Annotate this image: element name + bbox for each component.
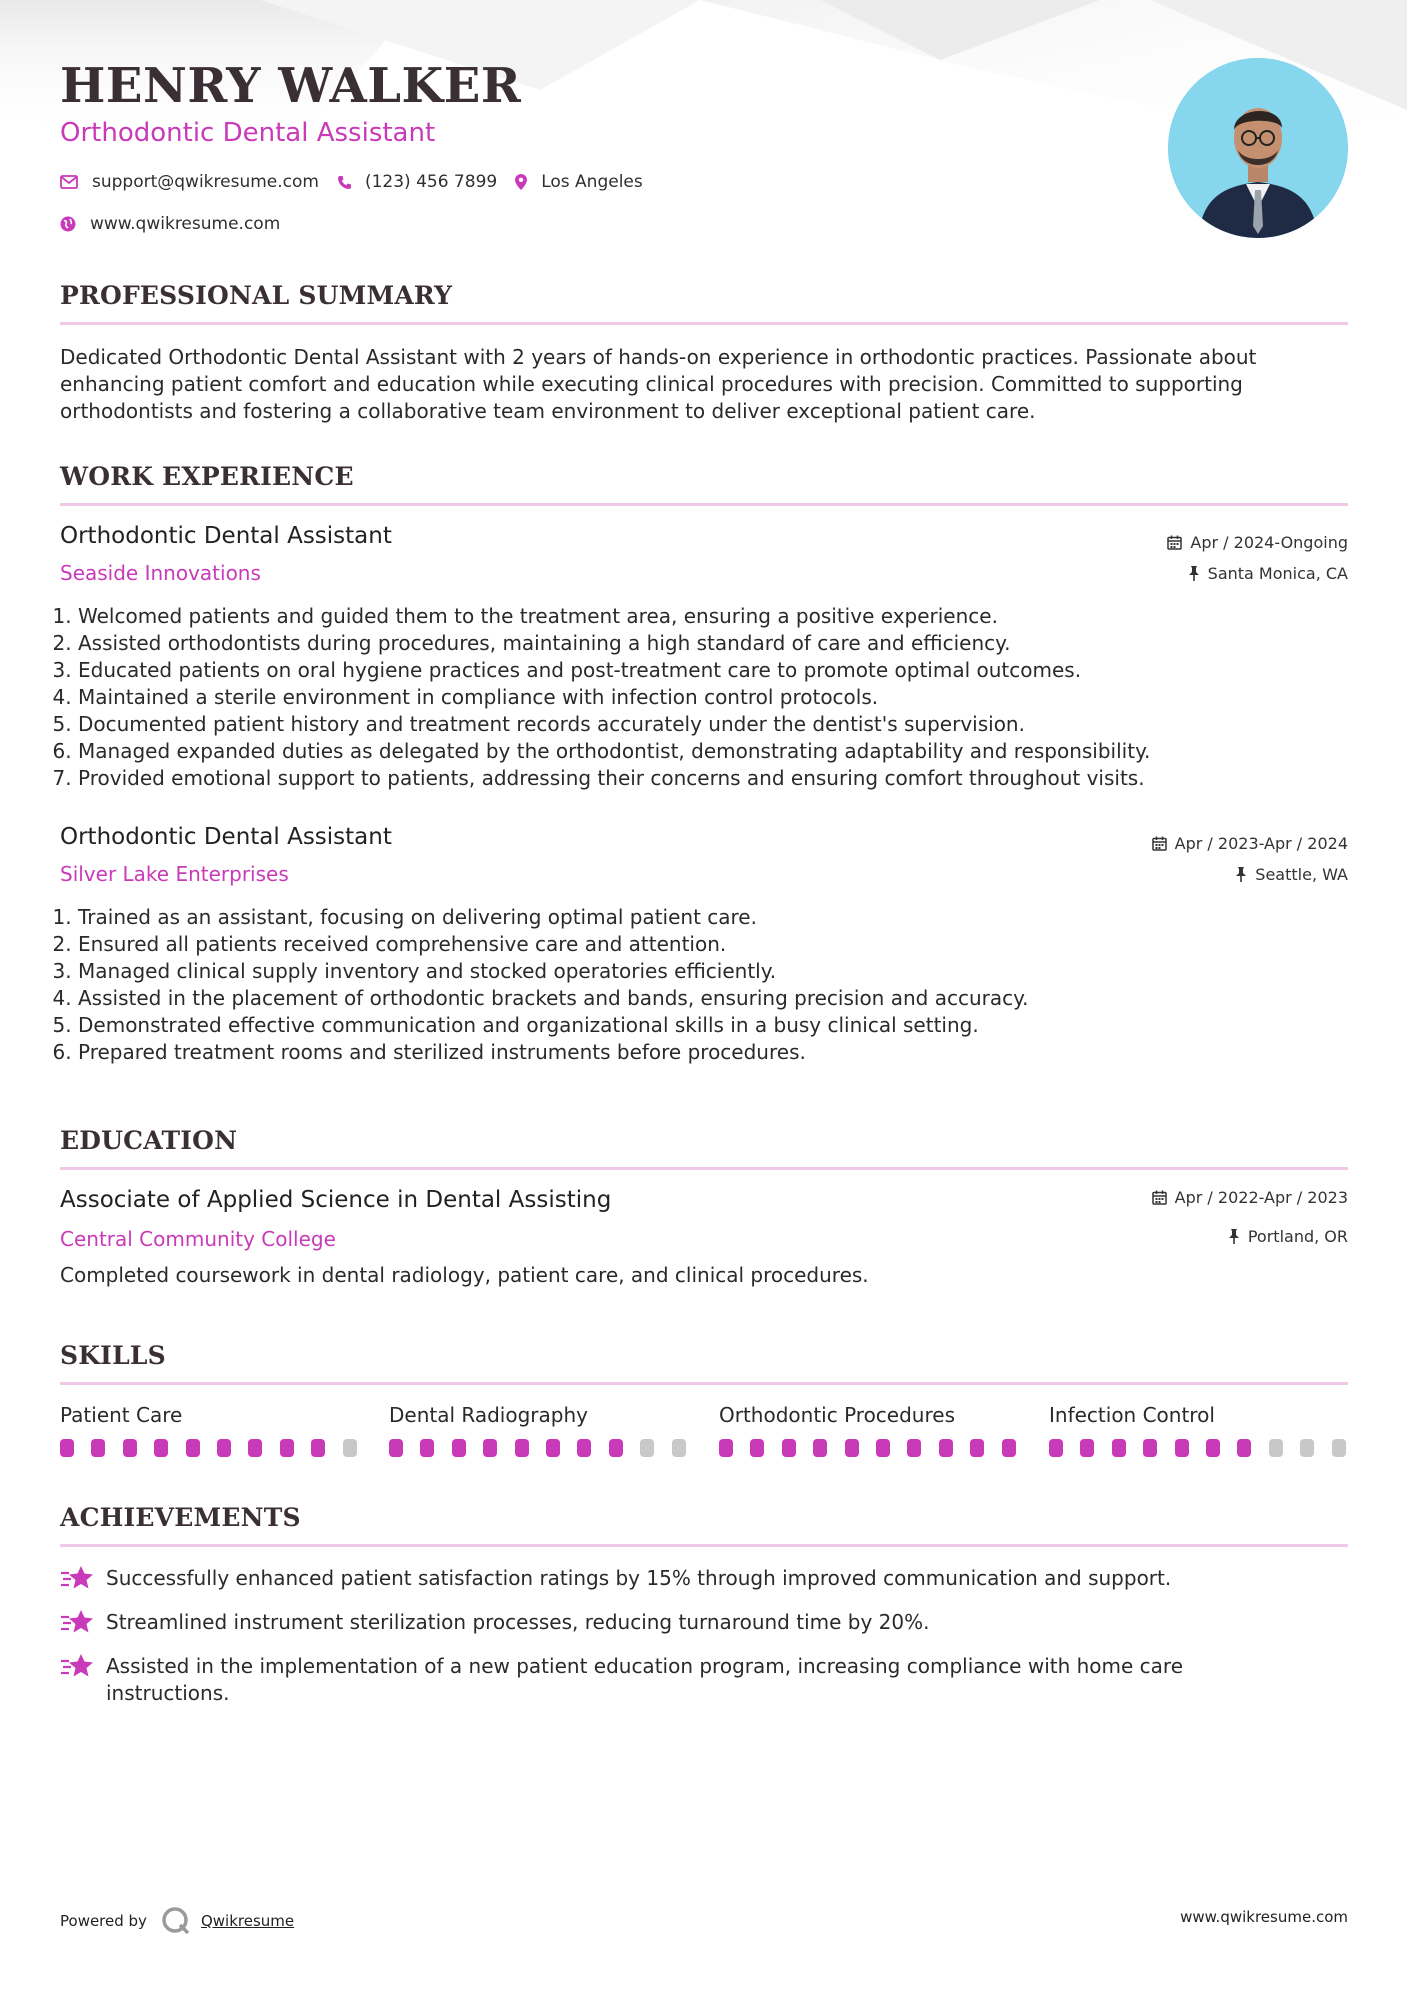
brand-link[interactable]: Qwikresume: [200, 1912, 295, 1930]
list-item: 6. Managed expanded duties as delegated by the orthodontist, demonstrating adaptability and responsibility.: [78, 738, 1358, 765]
skill-dot-filled: [248, 1439, 262, 1457]
skill-dot-filled: [939, 1439, 953, 1457]
achievement-item: [60, 1609, 1348, 1636]
achievements-section-header: [60, 1503, 1348, 1547]
skill-dot-empty: [1269, 1439, 1283, 1457]
education-location: [1228, 1227, 1348, 1246]
summary-heading: PROFESSIONAL SUMMARY: [60, 281, 453, 310]
star-badge-icon: [60, 1653, 94, 1679]
skill-dot-filled: [1237, 1439, 1251, 1457]
list-item: 5. Documented patient history and treatment records accurately under the dentist's supervision.: [78, 711, 1358, 738]
map-pin-icon: [515, 174, 527, 190]
skill-dot-filled: [60, 1439, 74, 1457]
skill-dot-filled: [1049, 1439, 1063, 1457]
skill-dot-filled: [577, 1439, 591, 1457]
skill-dot-empty: [343, 1439, 357, 1457]
footer-website[interactable]: www.qwikresume.com: [1180, 1908, 1348, 1926]
skill-dot-filled: [970, 1439, 984, 1457]
skill-dot-filled: [609, 1439, 623, 1457]
skills-heading: SKILLS: [60, 1341, 166, 1370]
skill-dot-filled: [750, 1439, 764, 1457]
skill-name: Dental Radiography: [389, 1403, 588, 1427]
star-badge-icon: [60, 1565, 94, 1591]
job-dates: [1167, 533, 1348, 552]
education-section-header: [60, 1126, 1348, 1170]
skill-dot-empty: [1300, 1439, 1314, 1457]
contact-row-website: [60, 214, 298, 234]
list-item: 4. Maintained a sterile environment in compliance with infection control protocols.: [78, 684, 1358, 711]
list-item: 3. Educated patients on oral hygiene practices and post-treatment care to promote optimal outcomes.: [78, 657, 1358, 684]
experience-heading: WORK EXPERIENCE: [60, 462, 354, 491]
skill-dot-filled: [186, 1439, 200, 1457]
achievement-text: Assisted in the implementation of a new patient education program, increasing compliance with home care instructions.: [106, 1654, 1184, 1705]
skill-dot-filled: [1175, 1439, 1189, 1457]
list-item: 1. Welcomed patients and guided them to the treatment area, ensuring a positive experience.: [78, 603, 1358, 630]
job-bullets: [56, 603, 1358, 792]
email-text: support@qwikresume.com: [92, 172, 319, 192]
skill-item: [1049, 1403, 1349, 1457]
calendar-icon: [1152, 836, 1167, 851]
contact-location: [515, 172, 643, 192]
skill-dot-filled: [782, 1439, 796, 1457]
list-item: 2. Ensured all patients received comprehensive care and attention.: [78, 931, 1358, 958]
list-item: 4. Assisted in the placement of orthodontic brackets and bands, ensuring precision and accuracy.: [78, 985, 1358, 1012]
job-location-text: Santa Monica, CA: [1207, 564, 1348, 583]
list-item: 7. Provided emotional support to patients, addressing their concerns and ensuring comfort throughout visits.: [78, 765, 1358, 792]
job-bullets: [56, 904, 1358, 1066]
achievements-heading: ACHIEVEMENTS: [60, 1503, 301, 1532]
qwikresume-logo-icon: [161, 1906, 191, 1936]
skill-dot-filled: [1080, 1439, 1094, 1457]
contact-phone[interactable]: [337, 172, 497, 192]
skill-dot-filled: [389, 1439, 403, 1457]
skill-dot-empty: [672, 1439, 686, 1457]
summary-text: Dedicated Orthodontic Dental Assistant with 2 years of hands-on experience in orthodontic practices. Passionate about enhancing patient comfort and education while executing clinical procedures with precision. Committed to supporting orthodontists and fostering a collaborative team environment to deliver exceptional patient care.: [60, 345, 1257, 423]
skill-dot-filled: [311, 1439, 325, 1457]
list-item: 3. Managed clinical supply inventory and stocked operatories efficiently.: [78, 958, 1358, 985]
section-divider: [60, 1382, 1348, 1385]
job-location: [1188, 564, 1348, 583]
skill-dot-filled: [1206, 1439, 1220, 1457]
contact-row: [60, 172, 661, 192]
skill-item: [389, 1403, 689, 1457]
skill-name: Patient Care: [60, 1403, 183, 1427]
achievement-text: Streamlined instrument sterilization processes, reducing turnaround time by 20%.: [106, 1610, 930, 1634]
skill-level-meter: [719, 1439, 1019, 1457]
summary-section-header: [60, 281, 1348, 325]
list-item: 1. Trained as an assistant, focusing on delivering optimal patient care.: [78, 904, 1358, 931]
phone-text: (123) 456 7899: [364, 172, 498, 192]
skill-level-meter: [389, 1439, 689, 1457]
skill-dot-filled: [1143, 1439, 1157, 1457]
education-dates: [1152, 1188, 1348, 1207]
powered-by: [60, 1906, 294, 1936]
section-divider: [60, 1167, 1348, 1170]
job-dates-text: Apr / 2024-Ongoing: [1190, 533, 1348, 552]
section-divider: [60, 1544, 1348, 1547]
achievement-text: Successfully enhanced patient satisfaction ratings by 15% through improved communication and support.: [106, 1566, 1172, 1590]
skill-item: [719, 1403, 1019, 1457]
pushpin-icon: [1228, 1229, 1240, 1244]
skill-dot-filled: [1112, 1439, 1126, 1457]
location-text: Los Angeles: [541, 172, 643, 192]
candidate-title: Orthodontic Dental Assistant: [60, 118, 436, 148]
skill-dot-filled: [719, 1439, 733, 1457]
education-location-text: Portland, OR: [1247, 1227, 1348, 1246]
skill-dot-filled: [845, 1439, 859, 1457]
skill-dot-filled: [515, 1439, 529, 1457]
job-company: Silver Lake Enterprises: [60, 862, 289, 886]
achievement-item: [60, 1653, 1348, 1707]
pushpin-icon: [1235, 867, 1247, 882]
degree-title: Associate of Applied Science in Dental Assisting: [60, 1187, 612, 1213]
skill-item: [60, 1403, 360, 1457]
skill-name: Orthodontic Procedures: [719, 1403, 955, 1427]
list-item: 5. Demonstrated effective communication and organizational skills in a busy clinical setting.: [78, 1012, 1358, 1039]
pushpin-icon: [1188, 566, 1200, 581]
education-dates-text: Apr / 2022-Apr / 2023: [1174, 1188, 1348, 1207]
skill-level-meter: [1049, 1439, 1349, 1457]
globe-icon: [60, 216, 76, 232]
skills-section-header: [60, 1341, 1348, 1385]
profile-photo: [1168, 58, 1348, 238]
skill-dot-filled: [91, 1439, 105, 1457]
job-dates: [1152, 834, 1348, 853]
calendar-icon: [1167, 535, 1182, 550]
job-location-text: Seattle, WA: [1255, 865, 1348, 884]
skill-level-meter: [60, 1439, 360, 1457]
skill-dot-filled: [907, 1439, 921, 1457]
skill-dot-filled: [420, 1439, 434, 1457]
phone-icon: [337, 175, 351, 190]
job-location: [1235, 865, 1348, 884]
calendar-icon: [1152, 1190, 1167, 1205]
skill-dot-filled: [1002, 1439, 1016, 1457]
portrait-image: [1168, 58, 1348, 238]
candidate-name: HENRY WALKER: [60, 58, 522, 114]
contact-email[interactable]: [60, 172, 319, 192]
skill-dot-filled: [876, 1439, 890, 1457]
skill-dot-empty: [640, 1439, 654, 1457]
skill-dot-empty: [1332, 1439, 1346, 1457]
skill-dot-filled: [452, 1439, 466, 1457]
skill-dot-filled: [813, 1439, 827, 1457]
skill-dot-filled: [154, 1439, 168, 1457]
section-divider: [60, 322, 1348, 325]
star-badge-icon: [60, 1609, 94, 1635]
education-description: Completed coursework in dental radiology, patient care, and clinical procedures.: [60, 1263, 869, 1287]
job-title: Orthodontic Dental Assistant: [60, 523, 392, 549]
section-divider: [60, 503, 1348, 506]
website-text: www.qwikresume.com: [90, 214, 281, 234]
skill-dot-filled: [217, 1439, 231, 1457]
powered-by-label: Powered by: [60, 1912, 147, 1930]
skill-dot-filled: [123, 1439, 137, 1457]
skill-dot-filled: [280, 1439, 294, 1457]
skill-dot-filled: [546, 1439, 560, 1457]
job-title: Orthodontic Dental Assistant: [60, 824, 392, 850]
job-dates-text: Apr / 2023-Apr / 2024: [1174, 834, 1348, 853]
envelope-icon: [60, 175, 78, 189]
list-item: 2. Assisted orthodontists during procedures, maintaining a high standard of care and efficiency.: [78, 630, 1358, 657]
skill-dot-filled: [483, 1439, 497, 1457]
achievement-item: [60, 1565, 1348, 1592]
school-name: Central Community College: [60, 1227, 336, 1251]
education-heading: EDUCATION: [60, 1126, 238, 1155]
job-company: Seaside Innovations: [60, 561, 261, 585]
list-item: 6. Prepared treatment rooms and sterilized instruments before procedures.: [78, 1039, 1358, 1066]
experience-section-header: [60, 462, 1348, 506]
skill-name: Infection Control: [1049, 1403, 1215, 1427]
contact-website[interactable]: [60, 214, 280, 234]
